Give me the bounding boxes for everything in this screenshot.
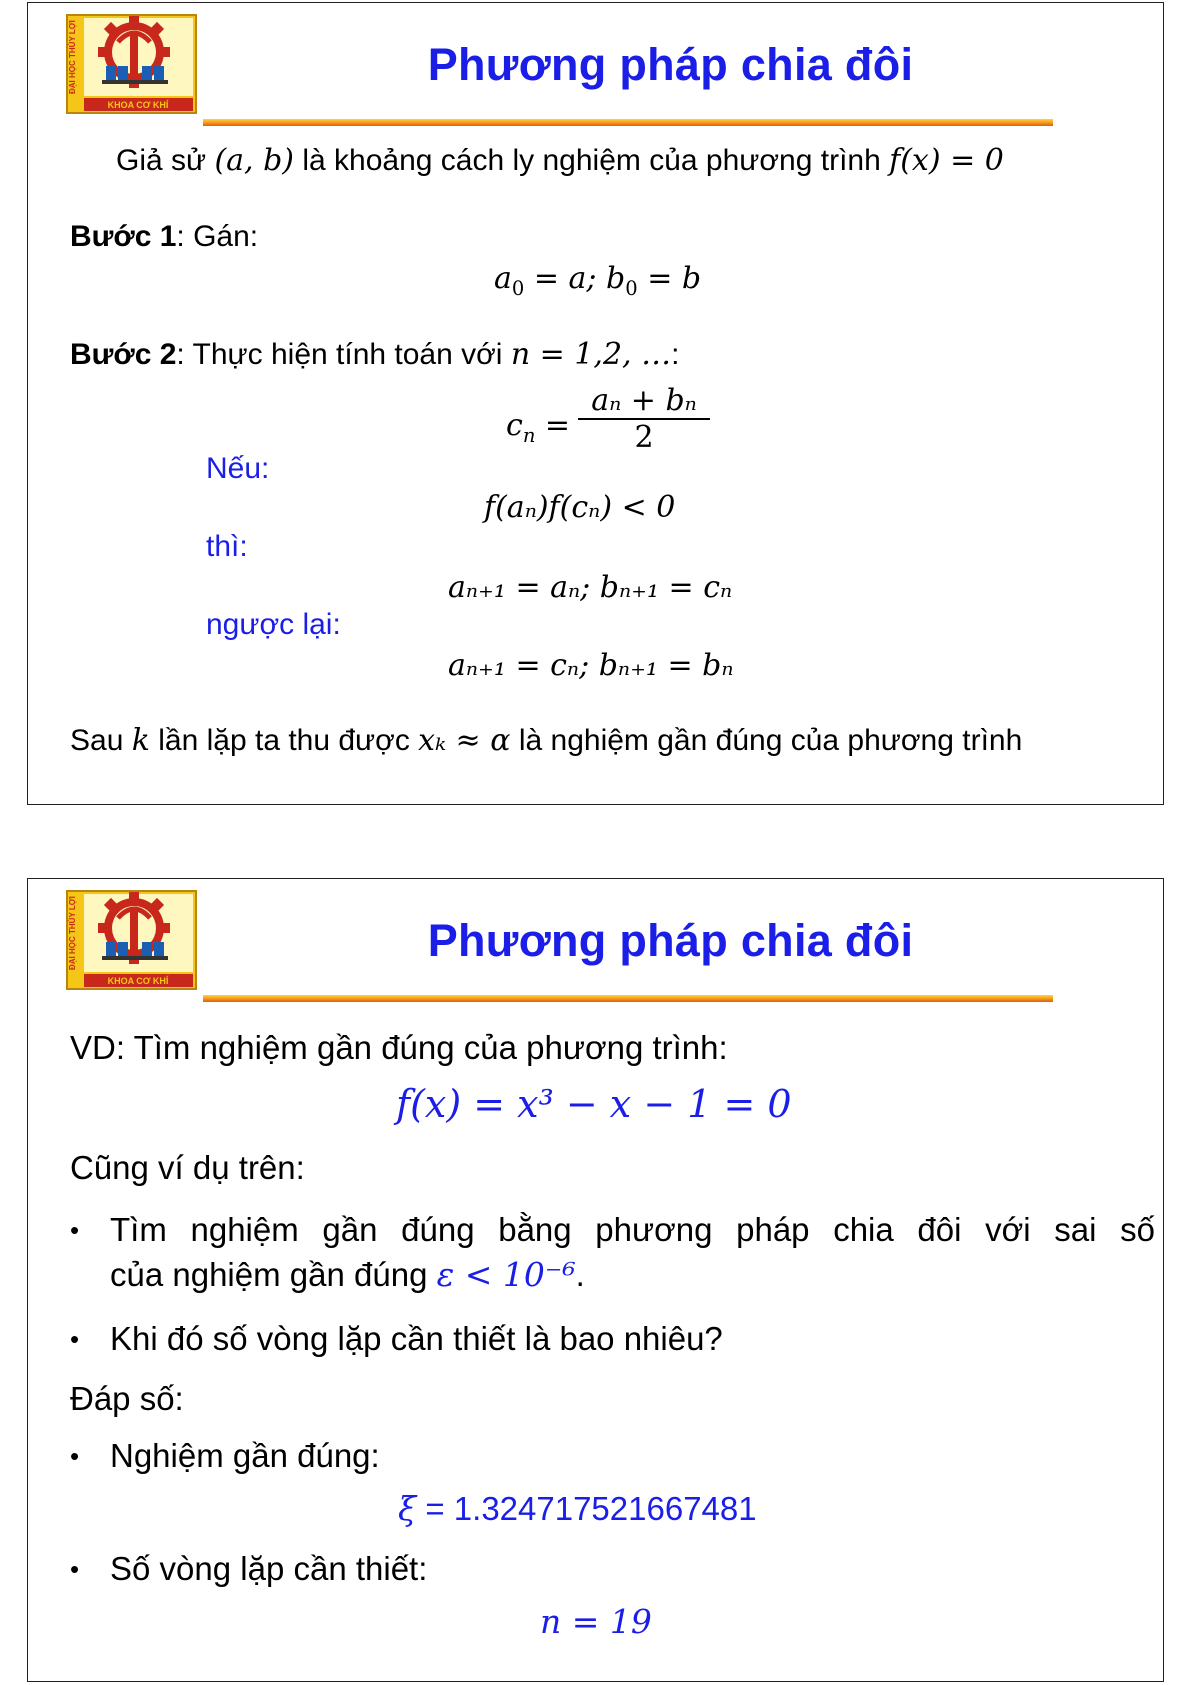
step-1: Bước 1: Gán:: [70, 220, 259, 253]
slide-1: [27, 2, 1164, 805]
then-equation: aₙ₊₁ = aₙ; bₙ₊₁ = cₙ: [448, 570, 733, 605]
bullet-dot: •: [70, 1215, 80, 1245]
xi-value: ξ = 1.324717521667481: [398, 1489, 757, 1528]
bullet-dot: •: [70, 1324, 80, 1354]
slide-title: Phương pháp chia đôi: [427, 39, 914, 90]
logo-vertical-text: ĐẠI HỌC THỦY LỢI: [68, 20, 77, 94]
title-underline: [203, 119, 1053, 126]
if-label: Nếu:: [206, 452, 270, 485]
equation-fx-zero: f(x) = 0: [889, 143, 1004, 178]
epsilon-condition: ε < 10⁻⁶: [436, 1255, 576, 1294]
main-equation: f(x) = x³ − x − 1 = 0: [396, 1082, 792, 1126]
else-label: ngược lại:: [206, 608, 341, 641]
logo-bottom-text: KHOA CƠ KHÍ: [107, 976, 169, 986]
title-underline: [203, 995, 1053, 1002]
bullet-2: Khi đó số vòng lặp cần thiết là bao nhiêu?: [110, 1320, 723, 1357]
bullet-4: Số vòng lặp cần thiết:: [110, 1550, 428, 1587]
step-2: Bước 2: Thực hiện tính toán với n = 1,2, …:: [70, 337, 680, 372]
same-example-label: Cũng ví dụ trên:: [70, 1149, 305, 1186]
intro-line: Giả sử (a, b) là khoảng cách ly nghiệm của phương trình f(x) = 0: [116, 143, 1004, 178]
bullet-dot: •: [70, 1441, 80, 1471]
then-label: thì:: [206, 530, 248, 563]
step-1-equation: $a_0 = a$; $b_0 = b$: [494, 261, 702, 300]
bullet-1-line-1: Tìm nghiệm gần đúng bằng phương pháp chia đôi với sai số: [110, 1211, 1155, 1248]
slide-2: [27, 878, 1164, 1682]
logo-bottom-text: KHOA CƠ KHÍ: [107, 100, 169, 110]
bullet-3: Nghiệm gần đúng:: [110, 1437, 380, 1474]
conclusion: Sau k lần lặp ta thu được xₖ ≈ α là nghiệm gần đúng của phương trình: [70, 723, 1023, 758]
example-heading: VD: Tìm nghiệm gần đúng của phương trình:: [70, 1029, 728, 1066]
logo-vertical-text: ĐẠI HỌC THỦY LỢI: [68, 896, 77, 970]
cn-fraction: aₙ + bₙ 2: [578, 383, 710, 455]
answer-label: Đáp số:: [70, 1380, 184, 1417]
slide-title: Phương pháp chia đôi: [427, 915, 914, 966]
else-equation: aₙ₊₁ = cₙ; bₙ₊₁ = bₙ: [448, 648, 734, 683]
n-value: n = 19: [540, 1602, 652, 1641]
interval-ab: (a, b): [214, 143, 295, 178]
bullet-1-line-2: của nghiệm gần đúng ε < 10⁻⁶.: [110, 1255, 585, 1294]
bullet-dot: •: [70, 1554, 80, 1584]
condition-equation: f(aₙ)f(cₙ) < 0: [484, 490, 676, 525]
cn-lhs: $c_n$ =: [506, 408, 571, 447]
